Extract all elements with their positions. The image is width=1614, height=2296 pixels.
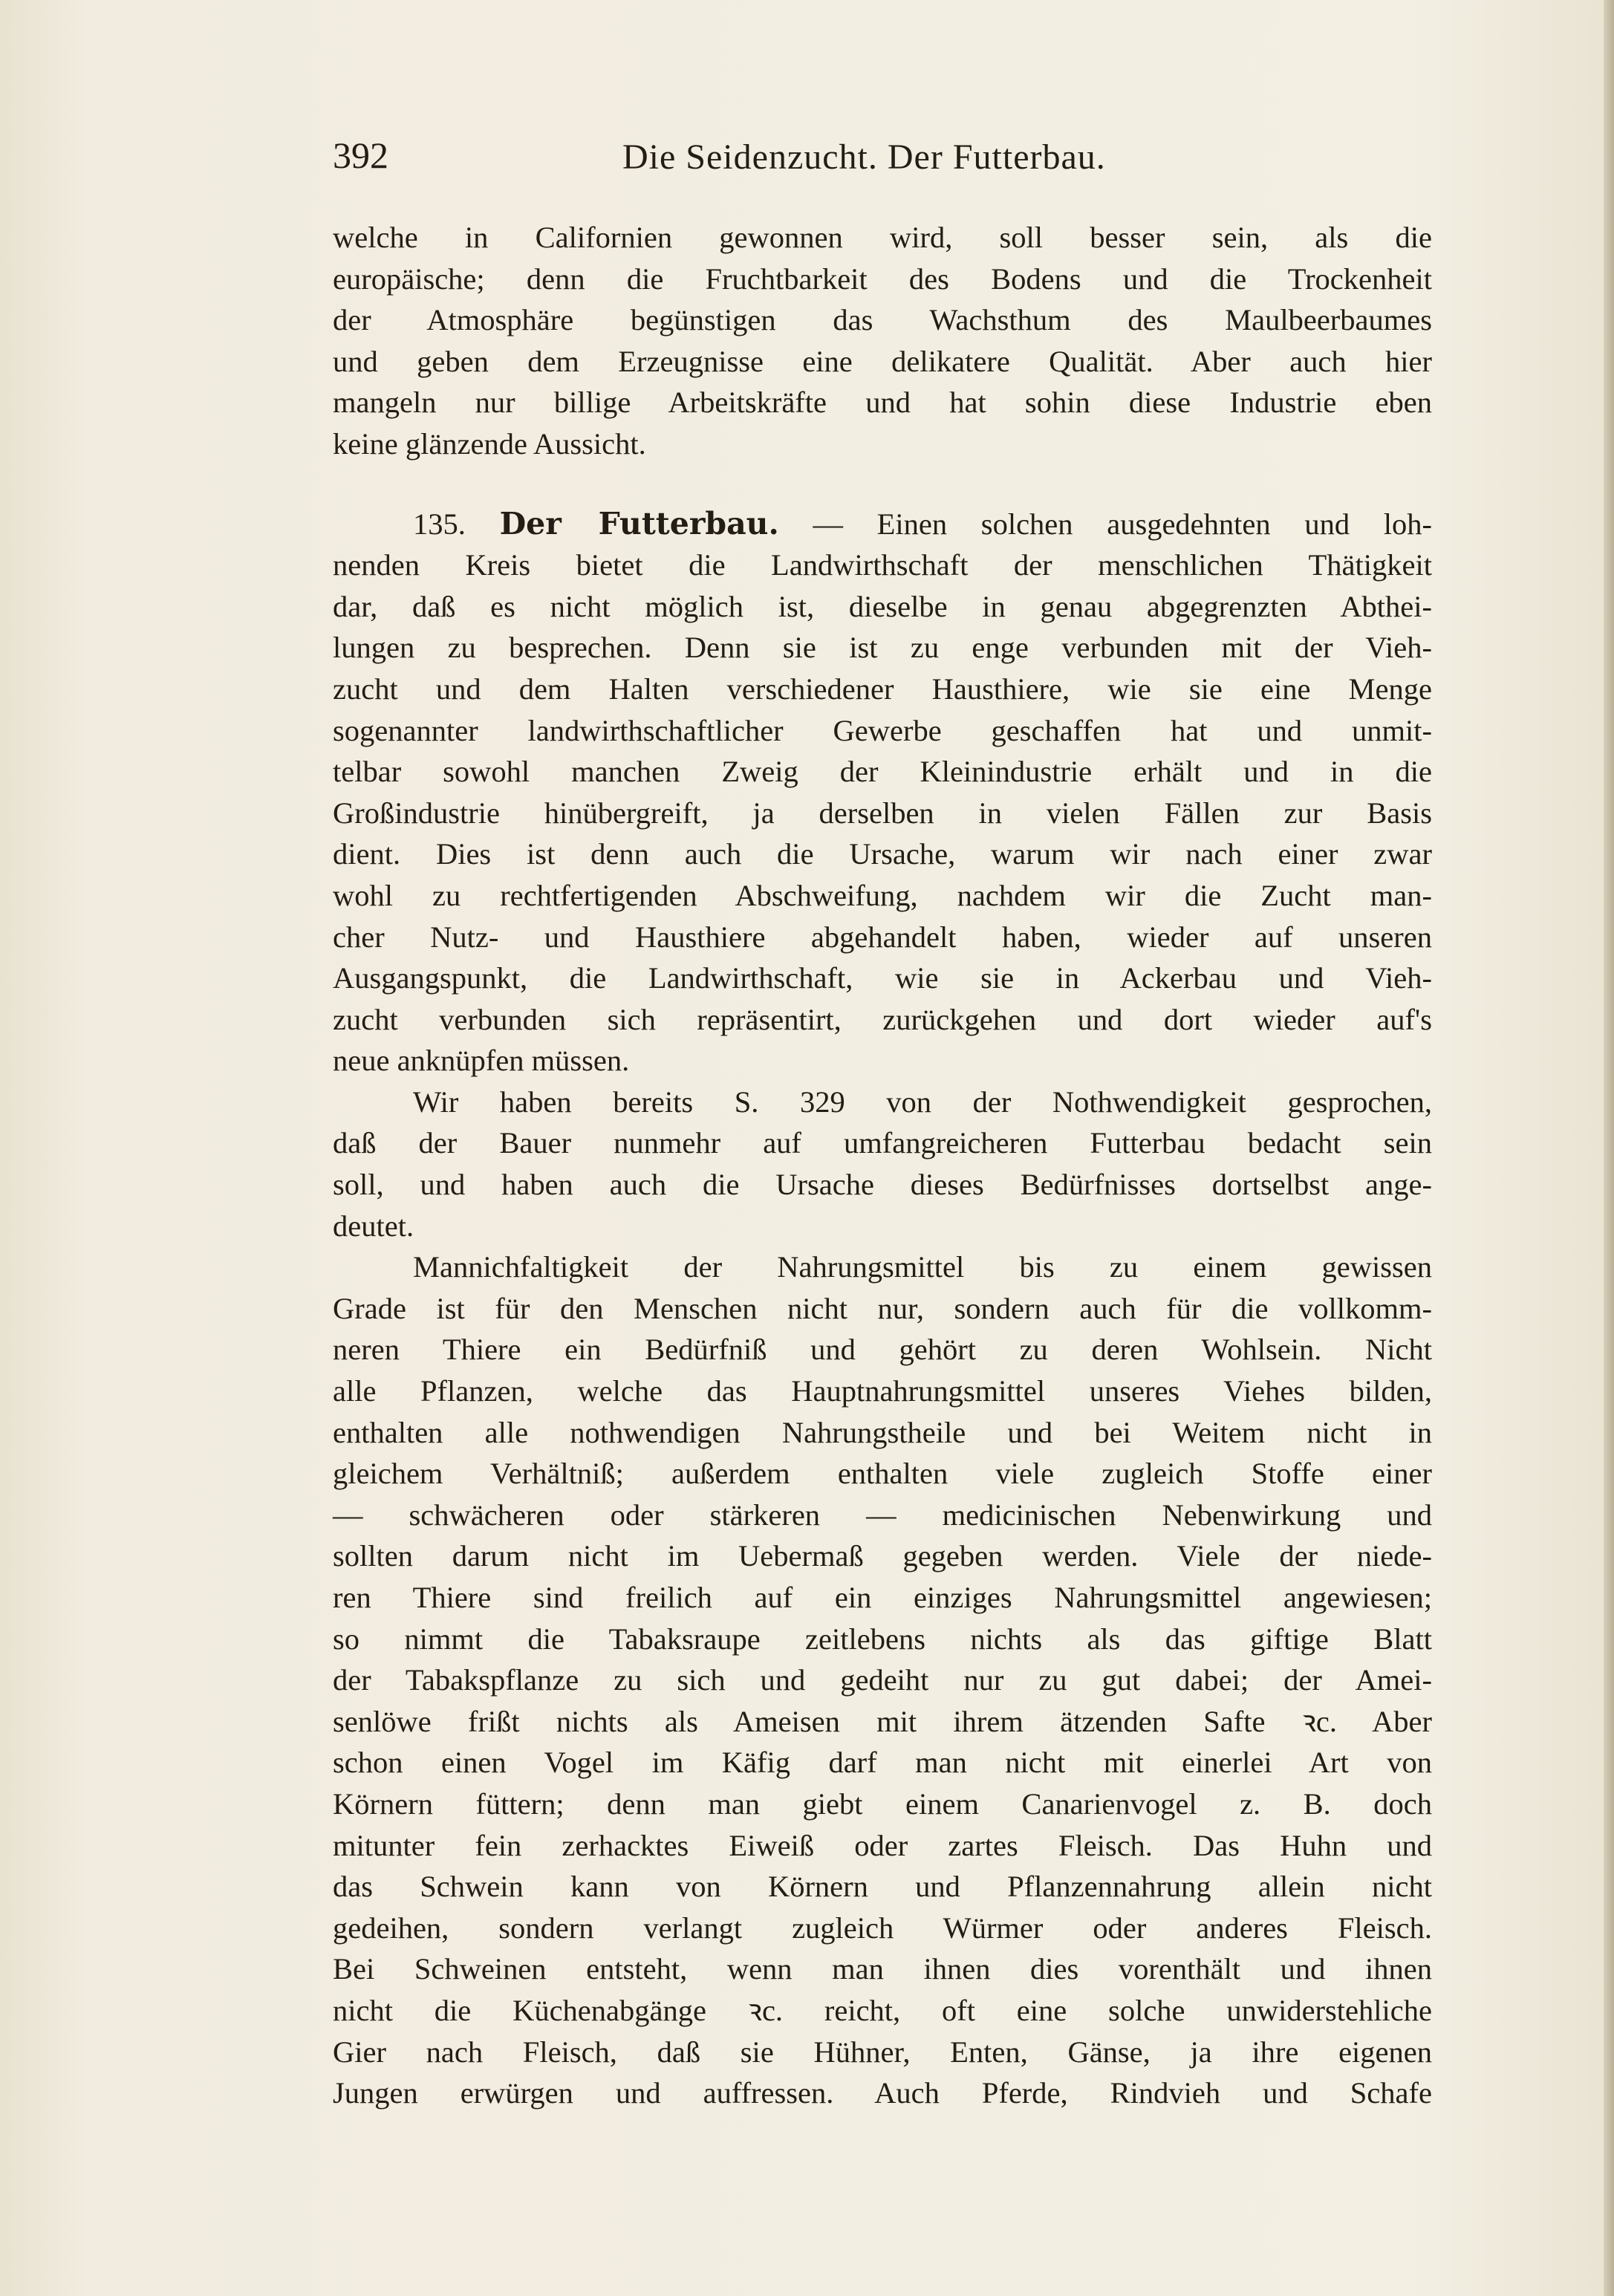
text-line: soll, und haben auch die Ursache dieses Bedürfnisses dortselbst ange- — [333, 1168, 1432, 1202]
text-line: das Schwein kann von Körnern und Pflanzennahrung allein nicht — [333, 1870, 1432, 1904]
text-line: Gier nach Fleisch, daß sie Hühner, Enten, Gänse, ja ihre eigenen — [333, 2035, 1432, 2069]
text-line: deutet. — [333, 1209, 414, 1243]
body-text — [333, 217, 1432, 2114]
text-line: und geben dem Erzeugnisse eine delikatere Qualität. Aber auch hier — [333, 344, 1432, 378]
text-line: — schwächeren oder stärkeren — medicinischen Nebenwirkung und — [333, 1497, 1432, 1532]
text-line: lungen zu besprechen. Denn sie ist zu enge verbunden mit der Vieh- — [333, 631, 1432, 665]
section-title: Der Futterbau. — [499, 505, 779, 542]
text-line: zucht und dem Halten verschiedener Hausthiere, wie sie eine Menge — [333, 671, 1432, 706]
text-line: Körnern füttern; denn man giebt einem Canarienvogel z. B. doch — [333, 1786, 1432, 1821]
section-heading-line — [333, 504, 1432, 545]
text-line: mitunter fein zerhacktes Eiweiß oder zartes Fleisch. Das Huhn und — [333, 1828, 1432, 1862]
paragraph — [333, 1082, 1432, 1246]
section-135 — [333, 504, 1432, 1082]
text-line: Bei Schweinen entsteht, wenn man ihnen dies vorenthält und ihnen — [333, 1952, 1432, 1986]
text-line: enthalten alle nothwendigen Nahrungstheile und bei Weitem nicht in — [333, 1415, 1432, 1449]
text-line: sogenannter landwirthschaftlicher Gewerbe geschaffen hat und unmit- — [333, 713, 1432, 747]
text-line: ren Thiere sind freilich auf ein einziges Nahrungsmittel angewiesen; — [333, 1581, 1432, 1614]
text-line: zucht verbunden sich repräsentirt, zurückgehen und dort wieder auf's — [333, 1002, 1432, 1036]
text-line: gedeihen, sondern verlangt zugleich Würmer oder anderes Fleisch. — [333, 1910, 1432, 1945]
text-line: cher Nutz- und Hausthiere abgehandelt haben, wieder auf unseren — [333, 920, 1432, 954]
text-line: mangeln nur billige Arbeitskräfte und hat sohin diese Industrie eben — [333, 386, 1432, 420]
text-line: Jungen erwürgen und auffressen. Auch Pferde, Rindvieh und Schafe — [333, 2076, 1432, 2110]
text-line: so nimmt die Tabaksraupe zeitlebens nichts als das giftige Blatt — [333, 1622, 1432, 1656]
text-line: wohl zu rechtfertigenden Abschweifung, nachdem wir die Zucht man- — [333, 878, 1432, 912]
text-line: Ausgangspunkt, die Landwirthschaft, wie sie in Ackerbau und Vieh- — [333, 961, 1432, 995]
text-line: daß der Bauer nunmehr auf umfangreicheren Futterbau bedacht sein — [333, 1126, 1432, 1160]
page-header — [333, 134, 1432, 193]
paragraph-continuation — [333, 217, 1432, 465]
text-line: Grade ist für den Menschen nicht nur, sondern auch für die vollkomm- — [333, 1291, 1432, 1325]
text-line: neue anknüpfen müssen. — [333, 1044, 630, 1078]
page-edge — [1604, 0, 1614, 2296]
section-number: 135. — [413, 507, 466, 541]
text-line: dient. Dies ist denn auch die Ursache, warum wir nach einer zwar — [333, 837, 1432, 871]
text-line: telbar sowohl manchen Zweig der Kleinindustrie erhält und in die — [333, 755, 1432, 789]
text-line: europäische; denn die Fruchtbarkeit des Bodens und die Trockenheit — [333, 261, 1432, 296]
running-title: Die Seidenzucht. Der Futterbau. — [622, 137, 1106, 177]
text-line: der Atmosphäre begünstigen das Wachsthum des Maulbeerbaumes — [333, 303, 1432, 337]
page-number: 392 — [333, 134, 388, 176]
text-line: der Tabakspflanze zu sich und gedeiht nur zu gut dabei; der Amei- — [333, 1663, 1432, 1697]
text-line: — Einen solchen ausgedehnten und loh- — [813, 507, 1433, 541]
paragraph — [333, 1246, 1432, 2113]
text-line: dar, daß es nicht möglich ist, dieselbe in genau abgegrenzten Abthei- — [333, 589, 1432, 623]
text-line: alle Pflanzen, welche das Hauptnahrungsmittel unseres Viehes bilden, — [333, 1374, 1432, 1408]
text-line: schon einen Vogel im Käfig darf man nicht mit einerlei Art von — [333, 1746, 1432, 1780]
text-line: gleichem Verhältniß; außerdem enthalten viele zugleich Stoffe einer — [333, 1457, 1432, 1491]
text-line: Mannichfaltigkeit der Nahrungsmittel bis zu einem gewissen — [413, 1250, 1432, 1284]
text-line: neren Thiere ein Bedürfniß und gehört zu deren Wohlsein. Nicht — [333, 1333, 1432, 1367]
text-line: keine glänzende Aussicht. — [333, 426, 646, 461]
text-line: Wir haben bereits S. 329 von der Nothwendigkeit gesprochen, — [413, 1084, 1432, 1119]
text-line: sollten darum nicht im Uebermaß gegeben werden. Viele der niede- — [333, 1539, 1432, 1573]
text-line: nicht die Küchenabgänge ꝛc. reicht, oft eine solche unwiderstehliche — [333, 1993, 1432, 2027]
text-line: Großindustrie hinübergreift, ja derselben in vielen Fällen zur Basis — [333, 796, 1432, 830]
text-line: welche in Californien gewonnen wird, soll besser sein, als die — [333, 221, 1432, 254]
text-line: senlöwe frißt nichts als Ameisen mit ihrem ätzenden Safte ꝛc. Aber — [333, 1704, 1432, 1738]
text-line: nenden Kreis bietet die Landwirthschaft der menschlichen Thätigkeit — [333, 548, 1432, 582]
